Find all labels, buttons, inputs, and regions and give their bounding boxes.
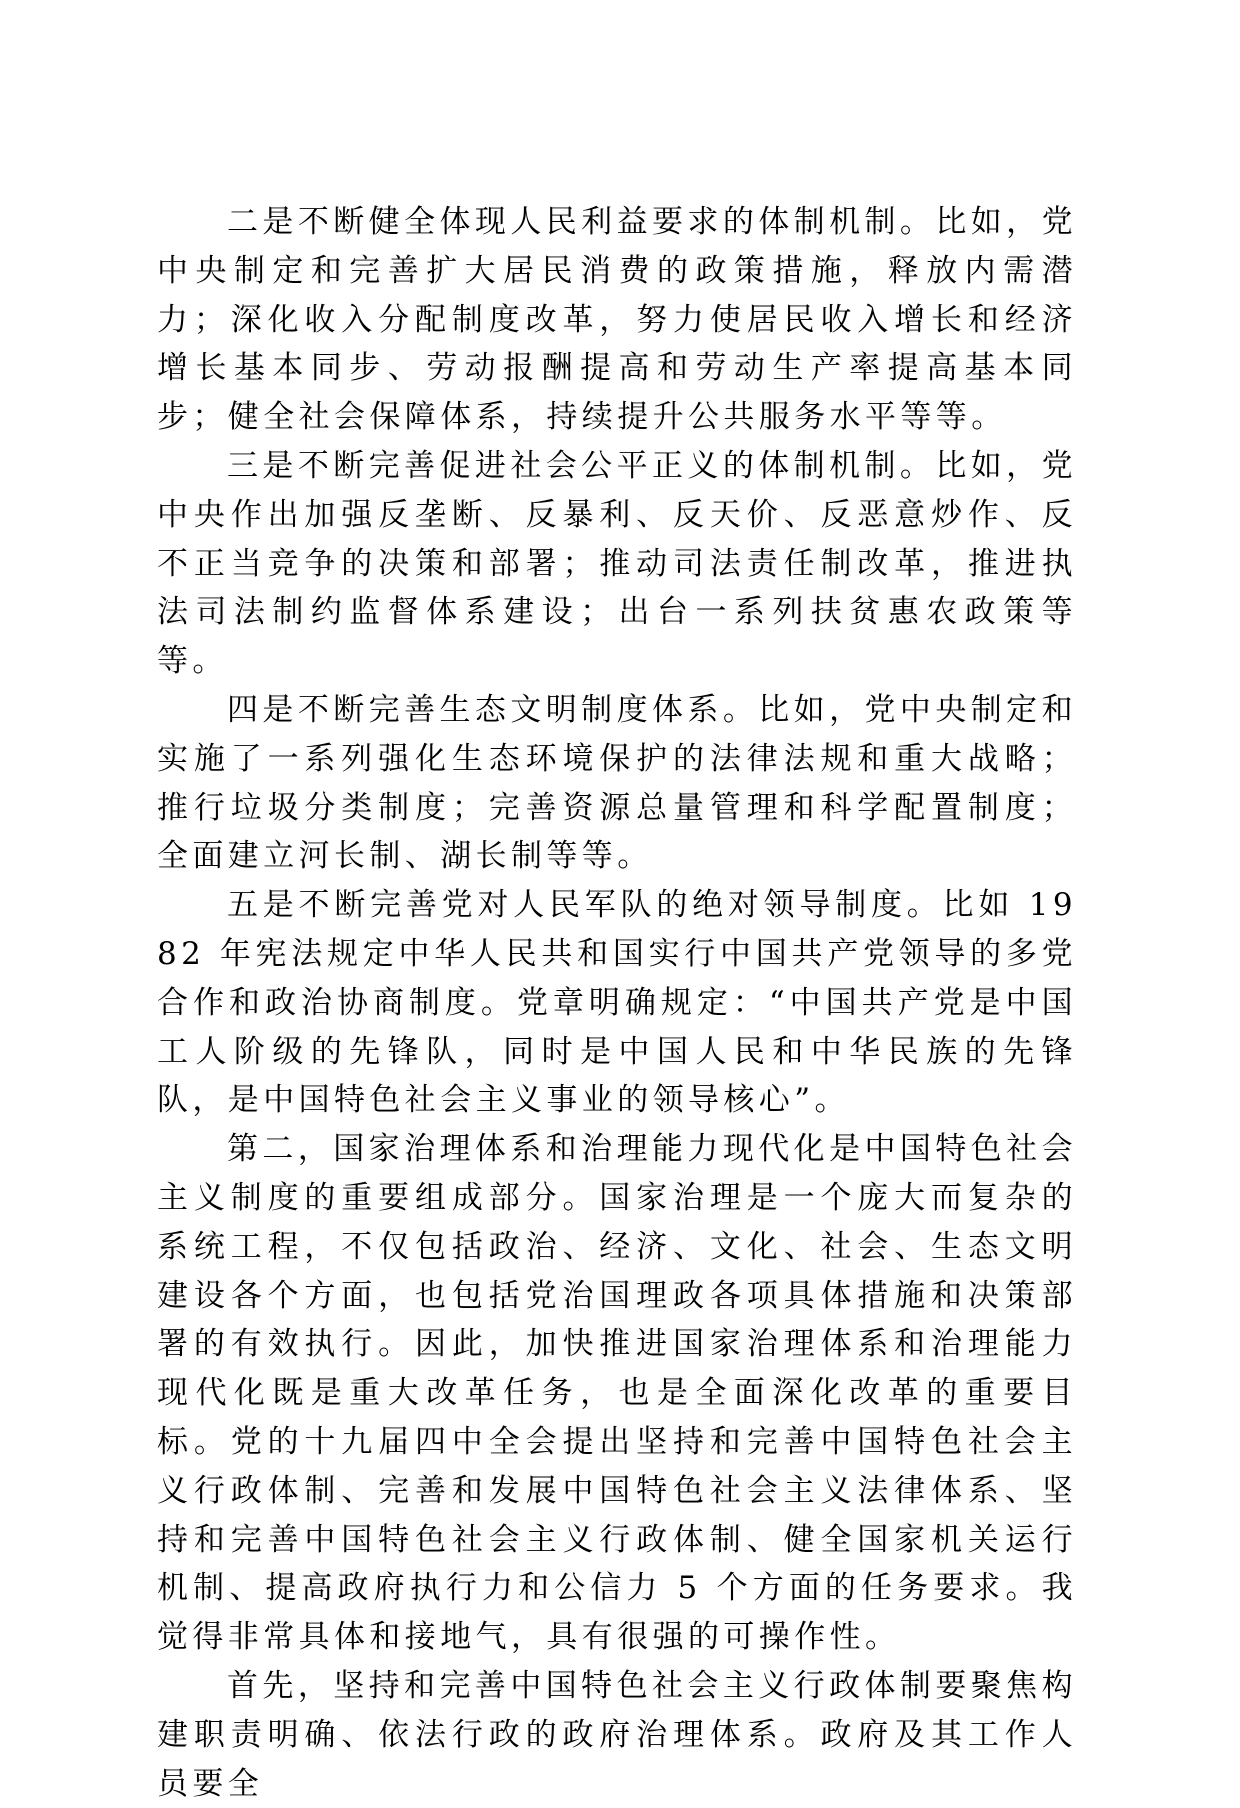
paragraph-party-leadership: 五是不断完善党对人民军队的绝对领导制度。比如 1982 年宪法规定中华人民共和国实行中国共产党领导的多党合作和政治协商制度。党章明确规定：“中国共产党是中国工人阶级的先锋队，同时是中国人民和中华民族的先锋队，是中国特色社会主义事业的领导核心”。	[157, 887, 1077, 1119]
paragraph-social-justice: 三是不断完善促进社会公平正义的体制机制。比如，党中央作出加强反垄断、反暴利、反天价、反恶意炒作、反不正当竞争的决策和部署；推动司法责任制改革，推进执法司法制约监督体系建设；出台一系列扶贫惠农政策等等。	[157, 447, 1077, 680]
paragraph-ecological-civilization: 四是不断完善生态文明制度体系。比如，党中央制定和实施了一系列强化生态环境保护的法律法规和重大战略；推行垃圾分类制度；完善资源总量管理和科学配置制度；全面建立河长制、湖长制等等。	[157, 691, 1077, 875]
paragraph-governance-modernization: 第二，国家治理体系和治理能力现代化是中国特色社会主义制度的重要组成部分。国家治理是一个庞大而复杂的系统工程，不仅包括政治、经济、文化、社会、生态文明建设各个方面，也包括党治国理政各项具体措施和决策部署的有效执行。因此，加快推进国家治理体系和治理能力现代化既是重大改革任务，也是全面深化改革的重要目标。党的十九届四中全会提出坚持和完善中国特色社会主义行政体制、完善和发展中国特色社会主义法律体系、坚持和完善中国特色社会主义行政体制、健全国家机关运行机制、提高政府执行力和公信力 5 个方面的任务要求。我觉得非常具体和接地气，具有很强的可操作性。	[157, 1131, 1077, 1656]
document-body	[157, 198, 1077, 1808]
paragraph-people-interests: 二是不断健全体现人民利益要求的体制机制。比如，党中央制定和完善扩大居民消费的政策措施，释放内需潜力；深化收入分配制度改革，努力使居民收入增长和经济增长基本同步、劳动报酬提高和劳动生产率提高基本同步；健全社会保障体系，持续提升公共服务水平等等。	[157, 204, 1077, 436]
paragraph-administrative-system: 首先，坚持和完善中国特色社会主义行政体制要聚焦构建职责明确、依法行政的政府治理体系。政府及其工作人员要全	[157, 1667, 1077, 1802]
